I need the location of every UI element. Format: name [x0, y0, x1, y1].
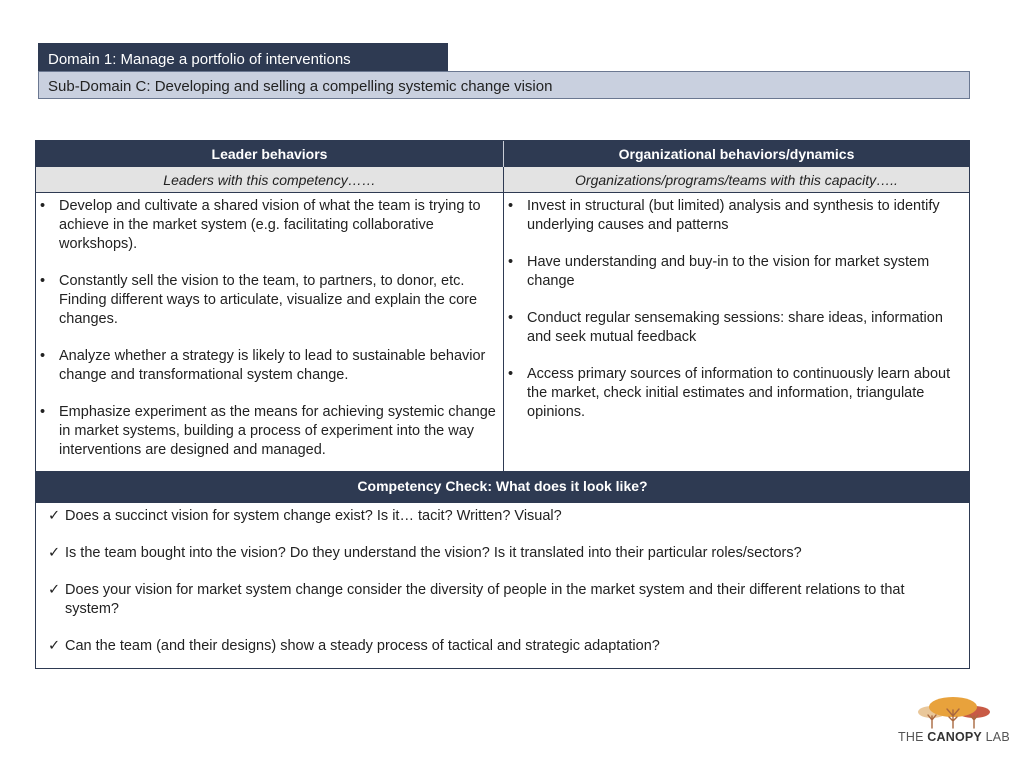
list-item-text: Can the team (and their designs) show a steady process of tactical and strategic adaptation? [65, 638, 660, 654]
canopy-lab-logo [898, 696, 1008, 748]
bullet-icon: • [508, 310, 514, 326]
checkmark-icon: ✓ [48, 508, 61, 524]
list-item-text: Invest in structural (but limited) analysis and synthesis to identify underlying causes and patterns [527, 198, 940, 233]
bullet-icon: • [40, 273, 46, 289]
list-item-text: Have understanding and buy-in to the vision for market system change [527, 254, 930, 289]
org-behaviors-list [504, 193, 969, 422]
checkmark-icon: ✓ [48, 545, 61, 561]
bullet-icon: • [508, 254, 514, 270]
bullet-icon: • [508, 366, 514, 382]
list-item-text: Constantly sell the vision to the team, to partners, to donor, etc. Finding different ways to articulate, visualize and explain the core changes. [59, 273, 478, 327]
list-item [504, 309, 969, 347]
leader-behaviors-list [36, 193, 503, 460]
domain-title: Domain 1: Manage a portfolio of interventions [38, 43, 448, 71]
list-item-text: Does a succinct vision for system change exist? Is it… tacit? Written? Visual? [65, 508, 562, 524]
list-item [36, 544, 969, 563]
list-item [504, 365, 969, 422]
leader-behaviors-header: Leader behaviors [211, 146, 328, 162]
competency-check-header: Competency Check: What does it look like? [36, 471, 969, 503]
list-item-text: Emphasize experiment as the means for achieving systemic change in market systems, building a process of experiment into the way interventions are designed and managed. [59, 404, 496, 458]
list-item [504, 253, 969, 291]
table-header-row [36, 141, 969, 167]
competency-check-cell [36, 503, 969, 674]
competency-check-list [36, 503, 969, 656]
list-item-text: Is the team bought into the vision? Do they understand the vision? Is it translated into their particular roles/sectors? [65, 545, 802, 561]
list-item-text: Access primary sources of information to continuously learn about the market, check initial estimates and information, triangulate opinions. [527, 366, 951, 420]
bullet-icon: • [40, 404, 46, 420]
bullet-icon: • [40, 348, 46, 364]
list-item-text: Does your vision for market system change consider the diversity of people in the market system and their different relations to that system? [65, 582, 905, 617]
bullet-icon: • [508, 198, 514, 214]
org-behaviors-cell [503, 193, 969, 471]
checkmark-icon: ✓ [48, 582, 61, 598]
list-item [504, 197, 969, 235]
list-item [36, 197, 503, 254]
subdomain-title: Sub-Domain C: Developing and selling a compelling systemic change vision [38, 71, 970, 99]
list-item [36, 347, 503, 385]
leader-subheader: Leaders with this competency…… [163, 172, 376, 188]
list-item-text: Conduct regular sensemaking sessions: share ideas, information and seek mutual feedback [527, 310, 943, 345]
bullet-icon: • [40, 198, 46, 214]
table-subheader-row [36, 167, 969, 193]
checkmark-icon: ✓ [48, 638, 61, 654]
list-item-text: Analyze whether a strategy is likely to lead to sustainable behavior change and transformational system change. [59, 348, 486, 383]
canopy-trees-icon [898, 696, 1008, 730]
leader-behaviors-cell [36, 193, 503, 471]
logo-wordmark: THE CANOPY LAB [898, 730, 1010, 744]
list-item [36, 637, 969, 656]
list-item-text: Develop and cultivate a shared vision of what the team is trying to achieve in the market system (e.g. facilitating collaborative workshops). [59, 198, 481, 252]
org-subheader: Organizations/programs/teams with this capacity….. [503, 167, 969, 192]
list-item [36, 403, 503, 460]
org-behaviors-header: Organizational behaviors/dynamics [503, 141, 969, 167]
list-item [36, 507, 969, 526]
list-item [36, 581, 969, 619]
behaviors-table [35, 140, 970, 669]
list-item [36, 272, 503, 329]
